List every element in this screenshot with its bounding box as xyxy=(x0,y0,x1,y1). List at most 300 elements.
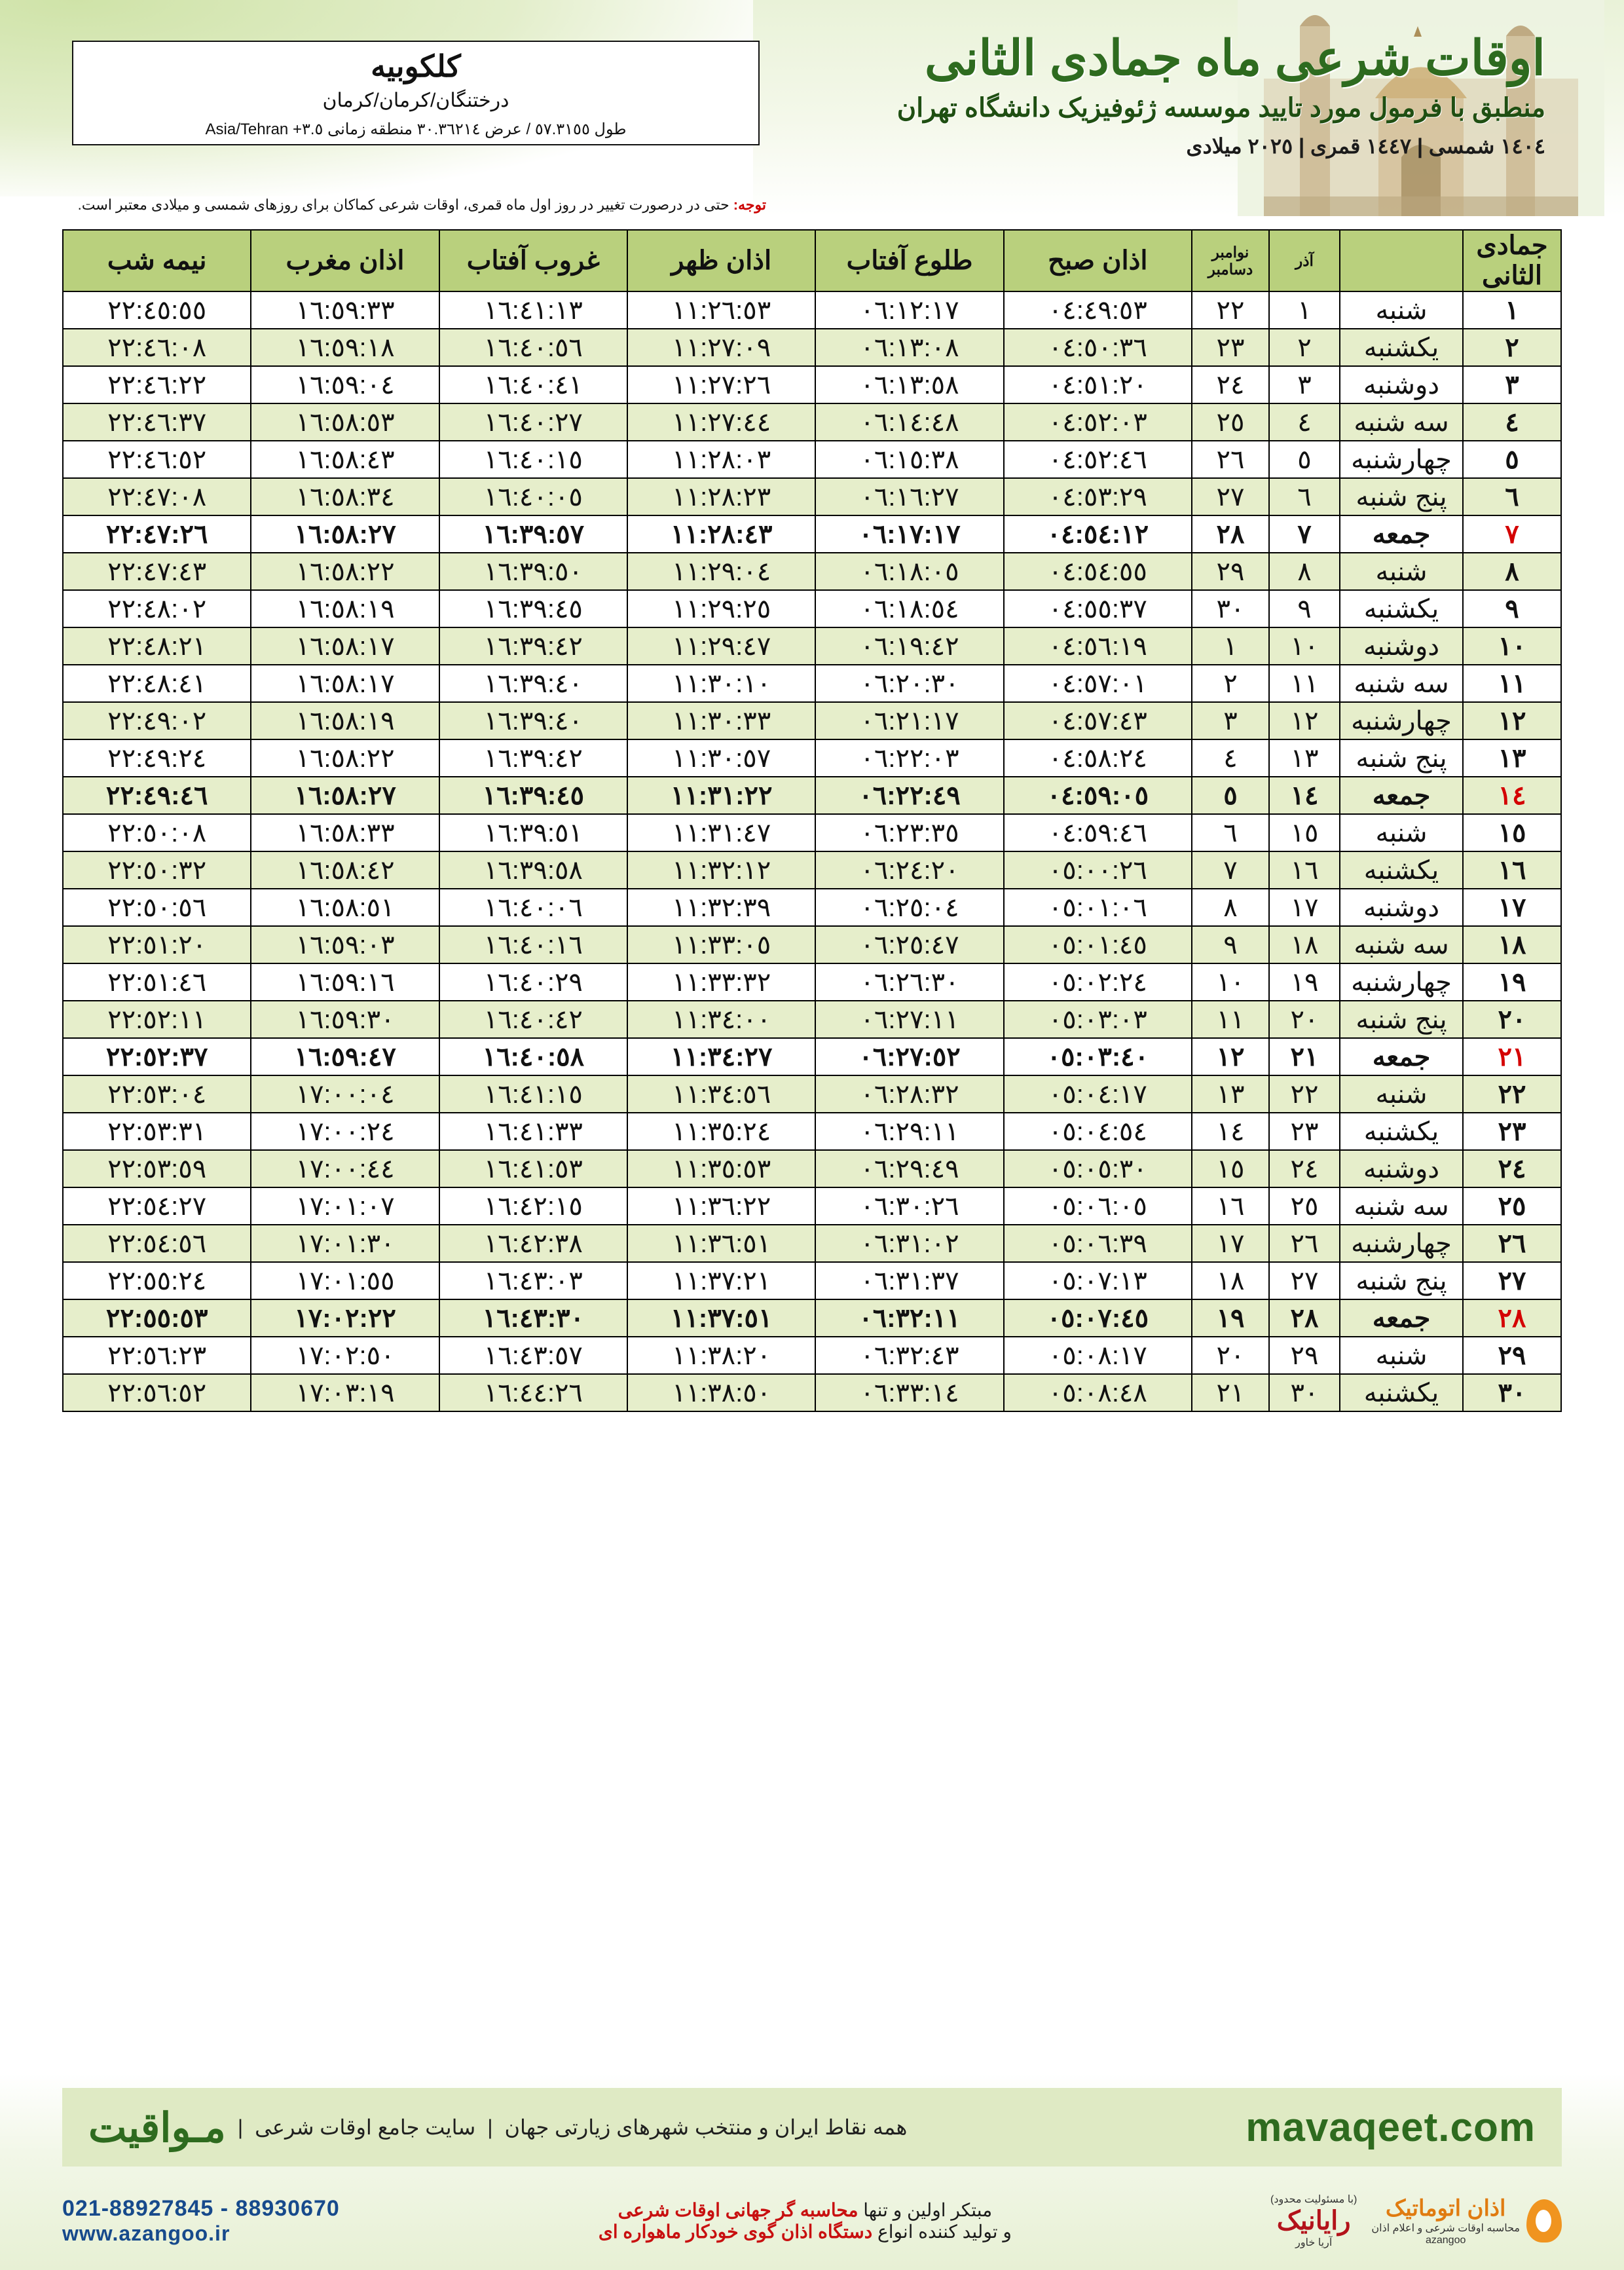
cell-sunset: ١٦:٣٩:٤٥ xyxy=(439,590,627,627)
rayanik-title: رایانیک xyxy=(1276,2206,1351,2235)
table-row xyxy=(63,777,1561,814)
cell-azar-day: ٧ xyxy=(1269,515,1340,553)
cell-fajr: ٠٤:٤٩:٥٣ xyxy=(1004,291,1192,329)
brand-separator-2: | xyxy=(237,2115,244,2139)
cell-sunrise: ٠٦:٢٩:٤٩ xyxy=(815,1150,1003,1187)
footer-logos xyxy=(1270,2193,1562,2249)
table-row xyxy=(63,291,1561,329)
cell-azar-day: ٢٤ xyxy=(1269,1150,1340,1187)
location-coordinates: طول ٥٧.٣١٥٥ / عرض ٣٠.٣٦٢١٤ منطقه زمانی ٣.٥+ Asia/Tehran xyxy=(205,121,627,138)
cell-sunrise: ٠٦:١٧:١٧ xyxy=(815,515,1003,553)
cell-maghrib: ١٦:٥٨:٥١ xyxy=(251,889,439,926)
cell-dhuhr: ١١:٣٤:٠٠ xyxy=(627,1001,815,1038)
cell-fajr: ٠٥:٠٢:٢٤ xyxy=(1004,963,1192,1001)
brand-coverage: همه نقاط ایران و منتخب شهرهای زیارتی جهان xyxy=(504,2115,908,2139)
table-row xyxy=(63,1038,1561,1075)
cell-azar-day: ٢٧ xyxy=(1269,1262,1340,1299)
cell-fajr: ٠٤:٥٩:٤٦ xyxy=(1004,814,1192,851)
cell-sunset: ١٦:٣٩:٤٢ xyxy=(439,739,627,777)
cell-gregorian-day: ٧ xyxy=(1192,851,1269,889)
cell-weekday: یکشنبه xyxy=(1340,851,1463,889)
cell-gregorian-day: ١٨ xyxy=(1192,1262,1269,1299)
table-row xyxy=(63,963,1561,1001)
cell-azar-day: ١٨ xyxy=(1269,926,1340,963)
cell-sunset: ١٦:٤٠:٠٦ xyxy=(439,889,627,926)
cell-hijri-day: ١٢ xyxy=(1463,702,1561,739)
cell-hijri-day: ١٩ xyxy=(1463,963,1561,1001)
cell-dhuhr: ١١:٣٠:١٠ xyxy=(627,665,815,702)
cell-sunset: ١٦:٣٩:٥١ xyxy=(439,814,627,851)
table-row xyxy=(63,665,1561,702)
cell-maghrib: ١٦:٥٨:١٧ xyxy=(251,627,439,665)
cell-fajr: ٠٥:٠١:٤٥ xyxy=(1004,926,1192,963)
page-footer xyxy=(0,2074,1624,2270)
cell-weekday: یکشنبه xyxy=(1340,590,1463,627)
cell-gregorian-day: ٢٣ xyxy=(1192,329,1269,366)
cell-midnight: ٢٢:٤٧:٢٦ xyxy=(63,515,251,553)
cell-gregorian-day: ٢٦ xyxy=(1192,441,1269,478)
cell-dhuhr: ١١:٢٦:٥٣ xyxy=(627,291,815,329)
cell-gregorian-day: ١٧ xyxy=(1192,1225,1269,1262)
note-body: حتی در درصورت تغییر در روز اول ماه قمری، اوقات شرعی کماکان برای روزهای شمسی و میلادی معتبر است. xyxy=(77,196,733,213)
cell-midnight: ٢٢:٥٢:٣٧ xyxy=(63,1038,251,1075)
cell-sunset: ١٦:٤١:١٥ xyxy=(439,1075,627,1113)
table-row xyxy=(63,1001,1561,1038)
cell-azar-day: ٤ xyxy=(1269,403,1340,441)
site-url[interactable]: mavaqeet.com xyxy=(1246,2104,1536,2150)
footer-contact xyxy=(62,2196,340,2246)
cell-sunset: ١٦:٣٩:٤٠ xyxy=(439,702,627,739)
cell-midnight: ٢٢:٥٣:٠٤ xyxy=(63,1075,251,1113)
rayanik-subtitle: آریا خاور xyxy=(1295,2237,1333,2248)
cell-hijri-day: ٢٣ xyxy=(1463,1113,1561,1150)
cell-fajr: ٠٥:٠١:٠٦ xyxy=(1004,889,1192,926)
cell-weekday: چهارشنبه xyxy=(1340,441,1463,478)
cell-sunset: ١٦:٤٠:٢٩ xyxy=(439,963,627,1001)
cell-sunset: ١٦:٤٢:١٥ xyxy=(439,1187,627,1225)
credit-line-1-a: مبتکر اولین و تنها xyxy=(858,2200,993,2220)
cell-midnight: ٢٢:٥٥:٢٤ xyxy=(63,1262,251,1299)
flame-icon xyxy=(1526,2199,1562,2242)
cell-azar-day: ٦ xyxy=(1269,478,1340,515)
cell-hijri-day: ٢٥ xyxy=(1463,1187,1561,1225)
cell-fajr: ٠٤:٥٢:٠٣ xyxy=(1004,403,1192,441)
cell-gregorian-day: ٣ xyxy=(1192,702,1269,739)
table-head xyxy=(63,230,1561,291)
table-body xyxy=(63,291,1561,1411)
cell-maghrib: ١٦:٥٩:٣٠ xyxy=(251,1001,439,1038)
cell-hijri-day: ٢٢ xyxy=(1463,1075,1561,1113)
cell-dhuhr: ١١:٣٣:٣٢ xyxy=(627,963,815,1001)
cell-midnight: ٢٢:٤٦:٠٨ xyxy=(63,329,251,366)
brand-tagline: سایت جامع اوقات شرعی xyxy=(255,2115,476,2139)
cell-sunrise: ٠٦:١٨:٠٥ xyxy=(815,553,1003,590)
title-block xyxy=(720,33,1545,158)
col-header-dhuhr: اذان ظهر xyxy=(627,230,815,291)
cell-dhuhr: ١١:٣٧:٥١ xyxy=(627,1299,815,1337)
cell-sunset: ١٦:٤٠:٢٧ xyxy=(439,403,627,441)
cell-midnight: ٢٢:٤٨:٠٢ xyxy=(63,590,251,627)
cell-fajr: ٠٤:٥٢:٤٦ xyxy=(1004,441,1192,478)
cell-sunrise: ٠٦:٢٥:٠٤ xyxy=(815,889,1003,926)
note-label: توجه: xyxy=(733,196,766,213)
cell-weekday: شنبه xyxy=(1340,814,1463,851)
cell-azar-day: ١ xyxy=(1269,291,1340,329)
cell-sunrise: ٠٦:٢٦:٣٠ xyxy=(815,963,1003,1001)
cell-azar-day: ٢٨ xyxy=(1269,1299,1340,1337)
cell-fajr: ٠٤:٥٣:٢٩ xyxy=(1004,478,1192,515)
cell-sunrise: ٠٦:١٣:٥٨ xyxy=(815,366,1003,403)
cell-azar-day: ٩ xyxy=(1269,590,1340,627)
cell-maghrib: ١٦:٥٨:٣٤ xyxy=(251,478,439,515)
cell-hijri-day: ٣ xyxy=(1463,366,1561,403)
cell-hijri-day: ٩ xyxy=(1463,590,1561,627)
table-row xyxy=(63,590,1561,627)
table-row xyxy=(63,1075,1561,1113)
cell-maghrib: ١٦:٥٩:١٨ xyxy=(251,329,439,366)
cell-maghrib: ١٧:٠٠:٤٤ xyxy=(251,1150,439,1187)
cell-gregorian-day: ٢٠ xyxy=(1192,1337,1269,1374)
cell-weekday: سه شنبه xyxy=(1340,926,1463,963)
cell-gregorian-day: ٨ xyxy=(1192,889,1269,926)
cell-sunset: ١٦:٤٣:٥٧ xyxy=(439,1337,627,1374)
cell-azar-day: ٨ xyxy=(1269,553,1340,590)
cell-hijri-day: ١٨ xyxy=(1463,926,1561,963)
cell-dhuhr: ١١:٢٧:٠٩ xyxy=(627,329,815,366)
cell-hijri-day: ١٠ xyxy=(1463,627,1561,665)
table-row xyxy=(63,1187,1561,1225)
cell-dhuhr: ١١:٣١:٢٢ xyxy=(627,777,815,814)
table-row xyxy=(63,1150,1561,1187)
azangoo-title: اذان اتوماتیک xyxy=(1385,2196,1506,2221)
cell-gregorian-day: ٢٥ xyxy=(1192,403,1269,441)
cell-gregorian-day: ١٢ xyxy=(1192,1038,1269,1075)
cell-midnight: ٢٢:٤٦:٢٢ xyxy=(63,366,251,403)
col-header-fajr: اذان صبح xyxy=(1004,230,1192,291)
cell-gregorian-day: ٢١ xyxy=(1192,1374,1269,1411)
cell-sunset: ١٦:٤١:٣٣ xyxy=(439,1113,627,1150)
cell-hijri-day: ١١ xyxy=(1463,665,1561,702)
cell-midnight: ٢٢:٤٦:٣٧ xyxy=(63,403,251,441)
cell-midnight: ٢٢:٤٦:٥٢ xyxy=(63,441,251,478)
cell-sunset: ١٦:٤٤:٢٦ xyxy=(439,1374,627,1411)
cell-sunrise: ٠٦:١٥:٣٨ xyxy=(815,441,1003,478)
cell-maghrib: ١٦:٥٩:٣٣ xyxy=(251,291,439,329)
table-row xyxy=(63,1299,1561,1337)
cell-azar-day: ٢ xyxy=(1269,329,1340,366)
cell-sunset: ١٦:٣٩:٤٢ xyxy=(439,627,627,665)
cell-midnight: ٢٢:٥١:٢٠ xyxy=(63,926,251,963)
cell-sunrise: ٠٦:٣١:٣٧ xyxy=(815,1262,1003,1299)
brand-separator: | xyxy=(487,2115,493,2139)
cell-hijri-day: ٤ xyxy=(1463,403,1561,441)
prayer-times-table xyxy=(62,229,1562,1412)
cell-sunset: ١٦:٤١:١٣ xyxy=(439,291,627,329)
cell-sunrise: ٠٦:٢٠:٣٠ xyxy=(815,665,1003,702)
cell-maghrib: ١٦:٥٩:٠٣ xyxy=(251,926,439,963)
cell-sunrise: ٠٦:١٨:٥٤ xyxy=(815,590,1003,627)
credit-line-2-b: دستگاه اذان گوی خودکار ماهواره ای xyxy=(598,2222,873,2242)
cell-sunrise: ٠٦:٣٢:٤٣ xyxy=(815,1337,1003,1374)
cell-hijri-day: ١٧ xyxy=(1463,889,1561,926)
cell-weekday: شنبه xyxy=(1340,553,1463,590)
cell-sunrise: ٠٦:٢٩:١١ xyxy=(815,1113,1003,1150)
cell-gregorian-day: ٣٠ xyxy=(1192,590,1269,627)
cell-midnight: ٢٢:٥١:٤٦ xyxy=(63,963,251,1001)
cell-gregorian-day: ٥ xyxy=(1192,777,1269,814)
cell-weekday: یکشنبه xyxy=(1340,1374,1463,1411)
table-row xyxy=(63,1337,1561,1374)
cell-maghrib: ١٦:٥٨:٣٣ xyxy=(251,814,439,851)
cell-midnight: ٢٢:٥٥:٥٣ xyxy=(63,1299,251,1337)
cell-hijri-day: ٣٠ xyxy=(1463,1374,1561,1411)
rayanik-note: (با مسئولیت محدود) xyxy=(1270,2194,1357,2205)
cell-sunrise: ٠٦:١٩:٤٢ xyxy=(815,627,1003,665)
cell-sunrise: ٠٦:٣٣:١٤ xyxy=(815,1374,1003,1411)
table-row xyxy=(63,553,1561,590)
cell-dhuhr: ١١:٣٨:٥٠ xyxy=(627,1374,815,1411)
cell-sunset: ١٦:٣٩:٥٧ xyxy=(439,515,627,553)
table-row xyxy=(63,478,1561,515)
cell-weekday: جمعه xyxy=(1340,515,1463,553)
page-subtitle: منطبق با فرمول مورد تایید موسسه ژئوفیزیک دانشگاه تهران xyxy=(896,93,1545,122)
cell-weekday: سه شنبه xyxy=(1340,1187,1463,1225)
cell-hijri-day: ١٥ xyxy=(1463,814,1561,851)
cell-dhuhr: ١١:٣٣:٠٥ xyxy=(627,926,815,963)
credit-line-2-a: و تولید کننده انواع xyxy=(872,2222,1012,2242)
cell-midnight: ٢٢:٥٠:٥٦ xyxy=(63,889,251,926)
cell-sunset: ١٦:٤٣:٣٠ xyxy=(439,1299,627,1337)
table-row xyxy=(63,739,1561,777)
col-header-gregorian xyxy=(1192,230,1269,291)
cell-azar-day: ١٤ xyxy=(1269,777,1340,814)
cell-hijri-day: ١٣ xyxy=(1463,739,1561,777)
table-row xyxy=(63,1374,1561,1411)
table-row xyxy=(63,889,1561,926)
cell-maghrib: ١٦:٥٩:١٦ xyxy=(251,963,439,1001)
cell-sunrise: ٠٦:٢٣:٣٥ xyxy=(815,814,1003,851)
cell-hijri-day: ١٦ xyxy=(1463,851,1561,889)
table-row xyxy=(63,1225,1561,1262)
cell-fajr: ٠٥:٠٤:١٧ xyxy=(1004,1075,1192,1113)
cell-dhuhr: ١١:٢٩:٢٥ xyxy=(627,590,815,627)
cell-midnight: ٢٢:٥٤:٢٧ xyxy=(63,1187,251,1225)
cell-hijri-day: ٢٠ xyxy=(1463,1001,1561,1038)
cell-sunrise: ٠٦:١٦:٢٧ xyxy=(815,478,1003,515)
cell-sunrise: ٠٦:١٤:٤٨ xyxy=(815,403,1003,441)
brand-group xyxy=(88,2104,907,2151)
cell-fajr: ٠٤:٥١:٢٠ xyxy=(1004,366,1192,403)
cell-sunset: ١٦:٤٠:١٦ xyxy=(439,926,627,963)
cell-maghrib: ١٦:٥٨:٤٢ xyxy=(251,851,439,889)
cell-azar-day: ١١ xyxy=(1269,665,1340,702)
cell-sunset: ١٦:٤٠:٠٥ xyxy=(439,478,627,515)
cell-fajr: ٠٥:٠٠:٢٦ xyxy=(1004,851,1192,889)
cell-azar-day: ٢٠ xyxy=(1269,1001,1340,1038)
cell-sunset: ١٦:٣٩:٥٨ xyxy=(439,851,627,889)
cell-midnight: ٢٢:٤٩:٢٤ xyxy=(63,739,251,777)
cell-weekday: چهارشنبه xyxy=(1340,702,1463,739)
cell-azar-day: ٢٥ xyxy=(1269,1187,1340,1225)
contact-website[interactable]: www.azangoo.ir xyxy=(62,2222,231,2245)
cell-maghrib: ١٦:٥٨:٤٣ xyxy=(251,441,439,478)
cell-weekday: دوشنبه xyxy=(1340,627,1463,665)
cell-maghrib: ١٦:٥٨:٢٧ xyxy=(251,777,439,814)
cell-dhuhr: ١١:٣٦:٥١ xyxy=(627,1225,815,1262)
cell-gregorian-day: ١٤ xyxy=(1192,1113,1269,1150)
contact-phone[interactable]: 021-88927845 - 88930670 xyxy=(62,2196,340,2221)
cell-sunrise: ٠٦:٢٨:٣٢ xyxy=(815,1075,1003,1113)
col-header-sunset: غروب آفتاب xyxy=(439,230,627,291)
cell-midnight: ٢٢:٤٩:٤٦ xyxy=(63,777,251,814)
cell-weekday: دوشنبه xyxy=(1340,889,1463,926)
cell-gregorian-day: ٢٤ xyxy=(1192,366,1269,403)
table-row xyxy=(63,702,1561,739)
cell-maghrib: ١٧:٠٣:١٩ xyxy=(251,1374,439,1411)
cell-sunrise: ٠٦:٣٠:٢٦ xyxy=(815,1187,1003,1225)
col-header-weekday xyxy=(1340,230,1463,291)
cell-fajr: ٠٥:٠٧:٤٥ xyxy=(1004,1299,1192,1337)
cell-azar-day: ٢٩ xyxy=(1269,1337,1340,1374)
cell-sunrise: ٠٦:٢١:١٧ xyxy=(815,702,1003,739)
cell-midnight: ٢٢:٤٨:٢١ xyxy=(63,627,251,665)
cell-dhuhr: ١١:٣٢:١٢ xyxy=(627,851,815,889)
cell-maghrib: ١٧:٠٠:٠٤ xyxy=(251,1075,439,1113)
cell-gregorian-day: ١ xyxy=(1192,627,1269,665)
table-row xyxy=(63,851,1561,889)
cell-weekday: سه شنبه xyxy=(1340,665,1463,702)
cell-sunrise: ٠٦:٢٧:٥٢ xyxy=(815,1038,1003,1075)
cell-weekday: چهارشنبه xyxy=(1340,963,1463,1001)
cell-weekday: پنج شنبه xyxy=(1340,1001,1463,1038)
cell-dhuhr: ١١:٣٥:٥٣ xyxy=(627,1150,815,1187)
cell-sunset: ١٦:٣٩:٤٠ xyxy=(439,665,627,702)
cell-dhuhr: ١١:٣٥:٢٤ xyxy=(627,1113,815,1150)
cell-sunset: ١٦:٣٩:٤٥ xyxy=(439,777,627,814)
cell-fajr: ٠٤:٥٧:٠١ xyxy=(1004,665,1192,702)
table-row xyxy=(63,814,1561,851)
cell-weekday: شنبه xyxy=(1340,1337,1463,1374)
cell-dhuhr: ١١:٣٤:٢٧ xyxy=(627,1038,815,1075)
cell-dhuhr: ١١:٣٤:٥٦ xyxy=(627,1075,815,1113)
cell-gregorian-day: ٢٨ xyxy=(1192,515,1269,553)
cell-sunrise: ٠٦:١٣:٠٨ xyxy=(815,329,1003,366)
cell-hijri-day: ١٤ xyxy=(1463,777,1561,814)
cell-dhuhr: ١١:٣٠:٥٧ xyxy=(627,739,815,777)
table-row xyxy=(63,366,1561,403)
cell-fajr: ٠٤:٥٧:٤٣ xyxy=(1004,702,1192,739)
cell-sunset: ١٦:٤٠:٥٦ xyxy=(439,329,627,366)
cell-weekday: دوشنبه xyxy=(1340,1150,1463,1187)
cell-dhuhr: ١١:٣٠:٣٣ xyxy=(627,702,815,739)
cell-dhuhr: ١١:٣٧:٢١ xyxy=(627,1262,815,1299)
page-title: اوقات شرعی ماه جمادی الثانی xyxy=(925,31,1545,85)
cell-gregorian-day: ٢ xyxy=(1192,665,1269,702)
cell-hijri-day: ٢٤ xyxy=(1463,1150,1561,1187)
cell-weekday: پنج شنبه xyxy=(1340,739,1463,777)
credit-line-2 xyxy=(599,2221,1012,2242)
azangoo-latin: azangoo xyxy=(1425,2235,1466,2246)
azangoo-logo-text xyxy=(1371,2195,1520,2246)
cell-gregorian-day: ٢٧ xyxy=(1192,478,1269,515)
cell-weekday: پنج شنبه xyxy=(1340,1262,1463,1299)
col-header-gregorian-line2: دسامبر xyxy=(1208,261,1253,278)
cell-azar-day: ١٢ xyxy=(1269,702,1340,739)
cell-fajr: ٠٤:٥٠:٣٦ xyxy=(1004,329,1192,366)
cell-gregorian-day: ٢٩ xyxy=(1192,553,1269,590)
cell-azar-day: ١٩ xyxy=(1269,963,1340,1001)
cell-midnight: ٢٢:٤٩:٠٢ xyxy=(63,702,251,739)
cell-sunset: ١٦:٤١:٥٣ xyxy=(439,1150,627,1187)
cell-maghrib: ١٧:٠٢:٢٢ xyxy=(251,1299,439,1337)
cell-fajr: ٠٤:٥٤:١٢ xyxy=(1004,515,1192,553)
location-box xyxy=(72,41,760,145)
cell-midnight: ٢٢:٤٥:٥٥ xyxy=(63,291,251,329)
table-row xyxy=(63,329,1561,366)
table-row xyxy=(63,627,1561,665)
cell-azar-day: ١٣ xyxy=(1269,739,1340,777)
cell-midnight: ٢٢:٥٦:٥٢ xyxy=(63,1374,251,1411)
cell-sunset: ١٦:٤٠:١٥ xyxy=(439,441,627,478)
azangoo-subtitle: محاسبه اوقات شرعی و اعلام اذان xyxy=(1371,2223,1520,2234)
cell-sunrise: ٠٦:١٢:١٧ xyxy=(815,291,1003,329)
table-row xyxy=(63,403,1561,441)
cell-fajr: ٠٥:٠٨:١٧ xyxy=(1004,1337,1192,1374)
cell-azar-day: ١٥ xyxy=(1269,814,1340,851)
brand-name: مـواقیت xyxy=(88,2105,226,2151)
cell-gregorian-day: ١٣ xyxy=(1192,1075,1269,1113)
cell-weekday: جمعه xyxy=(1340,777,1463,814)
cell-midnight: ٢٢:٥٠:٠٨ xyxy=(63,814,251,851)
rayanik-logo[interactable] xyxy=(1270,2193,1357,2249)
cell-sunrise: ٠٦:٢٧:١١ xyxy=(815,1001,1003,1038)
cell-sunset: ١٦:٤٢:٣٨ xyxy=(439,1225,627,1262)
cell-weekday: یکشنبه xyxy=(1340,1113,1463,1150)
table-row xyxy=(63,1262,1561,1299)
cell-fajr: ٠٥:٠٣:٤٠ xyxy=(1004,1038,1192,1075)
cell-midnight: ٢٢:٥٢:١١ xyxy=(63,1001,251,1038)
cell-hijri-day: ٢٦ xyxy=(1463,1225,1561,1262)
table-row xyxy=(63,441,1561,478)
cell-azar-day: ٢٢ xyxy=(1269,1075,1340,1113)
location-region: درختنگان/کرمان/کرمان xyxy=(322,90,509,111)
cell-gregorian-day: ١٦ xyxy=(1192,1187,1269,1225)
cell-maghrib: ١٦:٥٨:١٩ xyxy=(251,590,439,627)
col-header-maghrib: اذان مغرب xyxy=(251,230,439,291)
cell-azar-day: ٣٠ xyxy=(1269,1374,1340,1411)
azangoo-logo[interactable] xyxy=(1371,2195,1562,2246)
prayer-times-table-wrapper xyxy=(62,229,1562,1412)
cell-maghrib: ١٧:٠٠:٢٤ xyxy=(251,1113,439,1150)
col-header-sunrise: طلوع آفتاب xyxy=(815,230,1003,291)
cell-sunset: ١٦:٣٩:٥٠ xyxy=(439,553,627,590)
cell-fajr: ٠٥:٠٣:٠٣ xyxy=(1004,1001,1192,1038)
cell-midnight: ٢٢:٤٨:٤١ xyxy=(63,665,251,702)
col-header-gregorian-line1: نوامبر xyxy=(1211,243,1249,261)
cell-dhuhr: ١١:٣١:٤٧ xyxy=(627,814,815,851)
cell-gregorian-day: ٤ xyxy=(1192,739,1269,777)
cell-maghrib: ١٦:٥٩:٤٧ xyxy=(251,1038,439,1075)
page-header xyxy=(0,0,1624,216)
cell-fajr: ٠٥:٠٥:٣٠ xyxy=(1004,1150,1192,1187)
cell-sunset: ١٦:٤٣:٠٣ xyxy=(439,1262,627,1299)
cell-dhuhr: ١١:٢٨:٤٣ xyxy=(627,515,815,553)
cell-weekday: شنبه xyxy=(1340,291,1463,329)
cell-maghrib: ١٦:٥٨:٢٧ xyxy=(251,515,439,553)
cell-hijri-day: ٧ xyxy=(1463,515,1561,553)
cell-sunrise: ٠٦:٢٤:٢٠ xyxy=(815,851,1003,889)
location-city: کلکوبیه xyxy=(371,49,461,83)
